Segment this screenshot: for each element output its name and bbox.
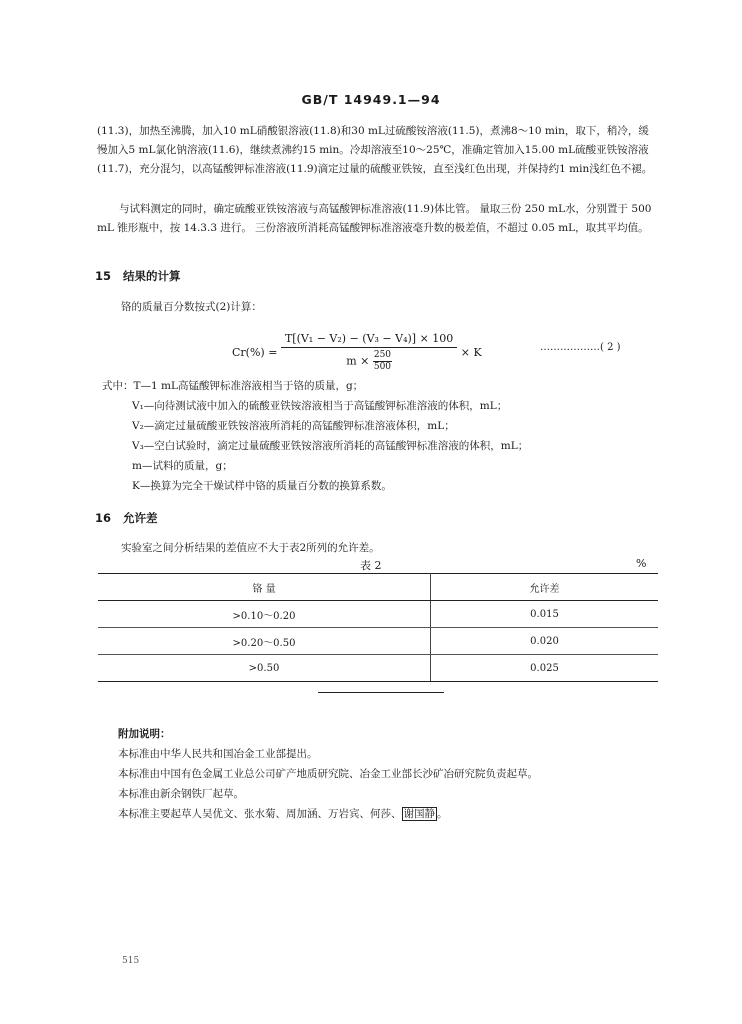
appendix-title: 附加说明： (118, 728, 171, 740)
appendix-drafters-line (118, 806, 678, 826)
intro-paragraph-2: 与试料测定的同时，确定硫酸亚铁铵溶液与高锰酸钾标准溶液(11.9)体比管。 量取三份 250 mL水，分别置于 500 mL 锥形瓶中，按 14.3.3 进行。 三份溶液所消耗高锰酸钾标准溶液毫升数的极差值，不超过 0.05 mL，取其平均值。 (97, 203, 655, 234)
table-unit: % (636, 557, 647, 570)
appendix-line: 本标准由中华人民共和国冶金工业部提出。 (118, 748, 318, 760)
formula-denom-mass: m × (346, 354, 370, 368)
drafters-tail: 。 (437, 808, 448, 820)
definition-symbol: K (132, 480, 140, 492)
section-title: 结果的计算 (123, 269, 181, 283)
definition-symbol: 式中：T (102, 380, 141, 392)
table-row (98, 655, 658, 682)
appendix-line: 本标准由中国有色金属工业总公司矿产地质研究院、冶金工业部长沙矿冶研究院负责起草。 (118, 768, 538, 780)
definition-text: —换算为完全干燥试样中铬的质量百分数的换算系数。 (139, 480, 392, 492)
definition-symbol: V₂ (132, 420, 144, 432)
formula-denominator (281, 348, 457, 373)
formula-lhs: Cr(%) = (232, 346, 278, 359)
section-16-heading (95, 510, 158, 526)
table-header-row (98, 574, 658, 601)
aliquot-denominator: 500 (373, 362, 392, 372)
definition-symbol: m (132, 460, 142, 472)
definition-text: —向待测试液中加入的硫酸亚铁铵溶液相当于高锰酸钾标准溶液的体积，mL； (143, 400, 508, 412)
boxed-drafter-name: 谢国静 (403, 808, 435, 820)
equation-number: ………………( 2 ) (540, 342, 621, 353)
variable-definitions (102, 378, 662, 498)
definition-text: —1 mL高锰酸钾标准溶液相当于铬的质量，g； (140, 380, 364, 392)
section-16-lead: 实验室之间分析结果的差值应不大于表2所列的允许差。 (121, 542, 380, 554)
section-number: 16 (95, 511, 112, 525)
definition-text: —空白试验时，滴定过量硫酸亚铁铵溶液所消耗的高锰酸钾标准溶液的体积，mL； (143, 440, 529, 452)
table-row (98, 628, 658, 655)
table-cell: >0.50 (98, 655, 431, 682)
definition-text: —滴定过量硫酸亚铁铵溶液所消耗的高锰酸钾标准溶液体积，mL； (143, 420, 455, 432)
definition-symbol: V₃ (132, 440, 144, 452)
chromium-formula (232, 332, 482, 373)
appendix-notes (118, 726, 678, 826)
section-title: 允许差 (123, 511, 158, 525)
formula-times-k: × K (460, 346, 482, 359)
table-cell: 0.015 (431, 601, 659, 628)
table-cell: >0.20～0.50 (98, 628, 431, 655)
intro-paragraph-1: (11.3)，加热至沸腾，加入10 mL硝酸银溶液(11.8)和30 mL过硫酸铵溶液(11.5)，煮沸8～10 min，取下，稍冷，缓慢加入5 mL氯化钠溶液(11.6)，继续煮沸约15 min。冷却溶液至10～25℃，准确定管加入15.00 mL硫酸亚铁铵溶液(11.7)，充分混匀，以高锰酸钾标准溶液(11.9)滴定过量的硫酸亚铁铵，直至浅红色出现，并保持约1 min浅红色不褪。 (97, 125, 653, 175)
definition-symbol: V₁ (132, 400, 144, 412)
table-cell: >0.10～0.20 (98, 601, 431, 628)
table-caption: 表 2 (360, 559, 382, 572)
formula-fraction (281, 332, 457, 373)
appendix-line: 本标准由新余钢铁厂起草。 (118, 788, 244, 800)
table-cell: 0.020 (431, 628, 659, 655)
standard-header: GB/T 14949.1—94 (301, 92, 441, 107)
definition-row (102, 458, 662, 478)
definition-row (102, 478, 662, 498)
page-number: 515 (122, 956, 140, 966)
column-header: 允许差 (431, 574, 659, 601)
aliquot-numerator: 250 (373, 350, 392, 360)
end-rule (318, 692, 444, 693)
definition-row (102, 418, 662, 438)
allowance-table (98, 573, 658, 682)
definition-row (102, 438, 662, 458)
definition-row (102, 378, 662, 398)
definition-text: —试料的质量，g； (141, 460, 233, 472)
column-header: 铬 量 (98, 574, 431, 601)
table-cell: 0.025 (431, 655, 659, 682)
table-row (98, 601, 658, 628)
section-15-lead: 铬的质量百分数按式(2)计算： (121, 301, 262, 313)
definition-row (102, 398, 662, 418)
aliquot-fraction (373, 350, 392, 373)
section-number: 15 (95, 269, 112, 283)
drafters-text: 本标准主要起草人吴优文、张水菊、周加涵、万岩宾、何莎、 (118, 808, 402, 820)
section-15-heading (95, 268, 181, 284)
formula-numerator: T[(V₁ − V₂) − (V₃ − V₄)] × 100 (281, 332, 457, 348)
